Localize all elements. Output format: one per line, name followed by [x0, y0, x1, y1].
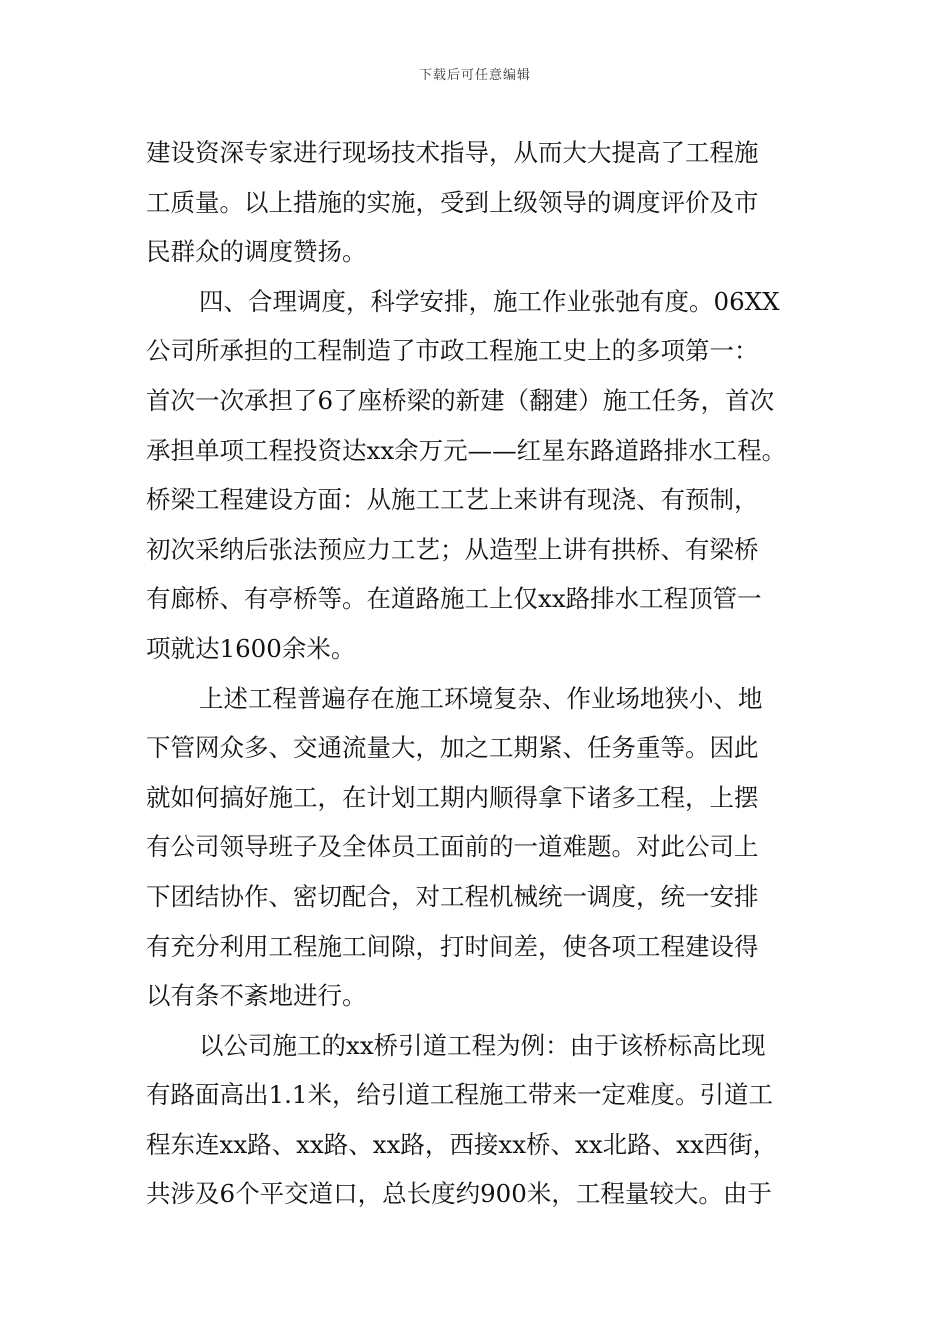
text-line: 首次一次承担了6了座桥梁的新建（翻建）施工任务，首次	[146, 385, 775, 415]
text-line: 承担单项工程投资达xx余万元——红星东路道路排水工程。	[146, 435, 787, 465]
text-line: 民群众的调度赞扬。	[146, 237, 367, 267]
text-line: 共涉及6个平交道口，总长度约900米，工程量较大。由于	[146, 1179, 772, 1209]
text-line: 下团结协作、密切配合，对工程机械统一调度，统一安排	[146, 881, 759, 911]
text-line: 程东连xx路、xx路、xx路，西接xx桥、xx北路、xx西街，	[146, 1129, 778, 1159]
text-line: 公司所承担的工程制造了市政工程施工史上的多项第一：	[146, 336, 759, 366]
text-line: 有公司领导班子及全体员工面前的一道难题。对此公司上	[146, 832, 759, 862]
text-line: 有充分利用工程施工间隙，打时间差，使各项工程建设得	[146, 931, 759, 961]
paragraph-start-line: 以公司施工的xx桥引道工程为例：由于该桥标高比现	[199, 1030, 766, 1060]
text-line: 以有条不紊地进行。	[146, 981, 367, 1011]
document-body	[146, 128, 816, 1219]
text-line: 有廊桥、有亭桥等。在道路施工上仅xx路排水工程顶管一	[146, 584, 762, 614]
paragraph-start-line: 四、合理调度，科学安排，施工作业张弛有度。06XX	[199, 286, 780, 316]
text-line: 下管网众多、交通流量大，加之工期紧、任务重等。因此	[146, 733, 759, 763]
text-line: 建设资深专家进行现场技术指导，从而大大提高了工程施	[146, 138, 759, 167]
page-header-note: 下载后可任意编辑	[418, 68, 531, 83]
text-line: 桥梁工程建设方面：从施工工艺上来讲有现浇、有预制，	[146, 485, 759, 515]
paragraph-start-line: 上述工程普遍存在施工环境复杂、作业场地狭小、地	[199, 683, 763, 713]
text-line: 项就达1600余米。	[146, 633, 356, 663]
text-line: 有路面高出1.1米，给引道工程施工带来一定难度。引道工	[146, 1080, 773, 1110]
text-line: 初次采纳后张法预应力工艺；从造型上讲有拱桥、有梁桥	[146, 534, 759, 564]
text-line: 就如何搞好施工，在计划工期内顺得拿下诸多工程，上摆	[146, 782, 759, 812]
text-line: 工质量。以上措施的实施，受到上级领导的调度评价及市	[146, 187, 759, 217]
